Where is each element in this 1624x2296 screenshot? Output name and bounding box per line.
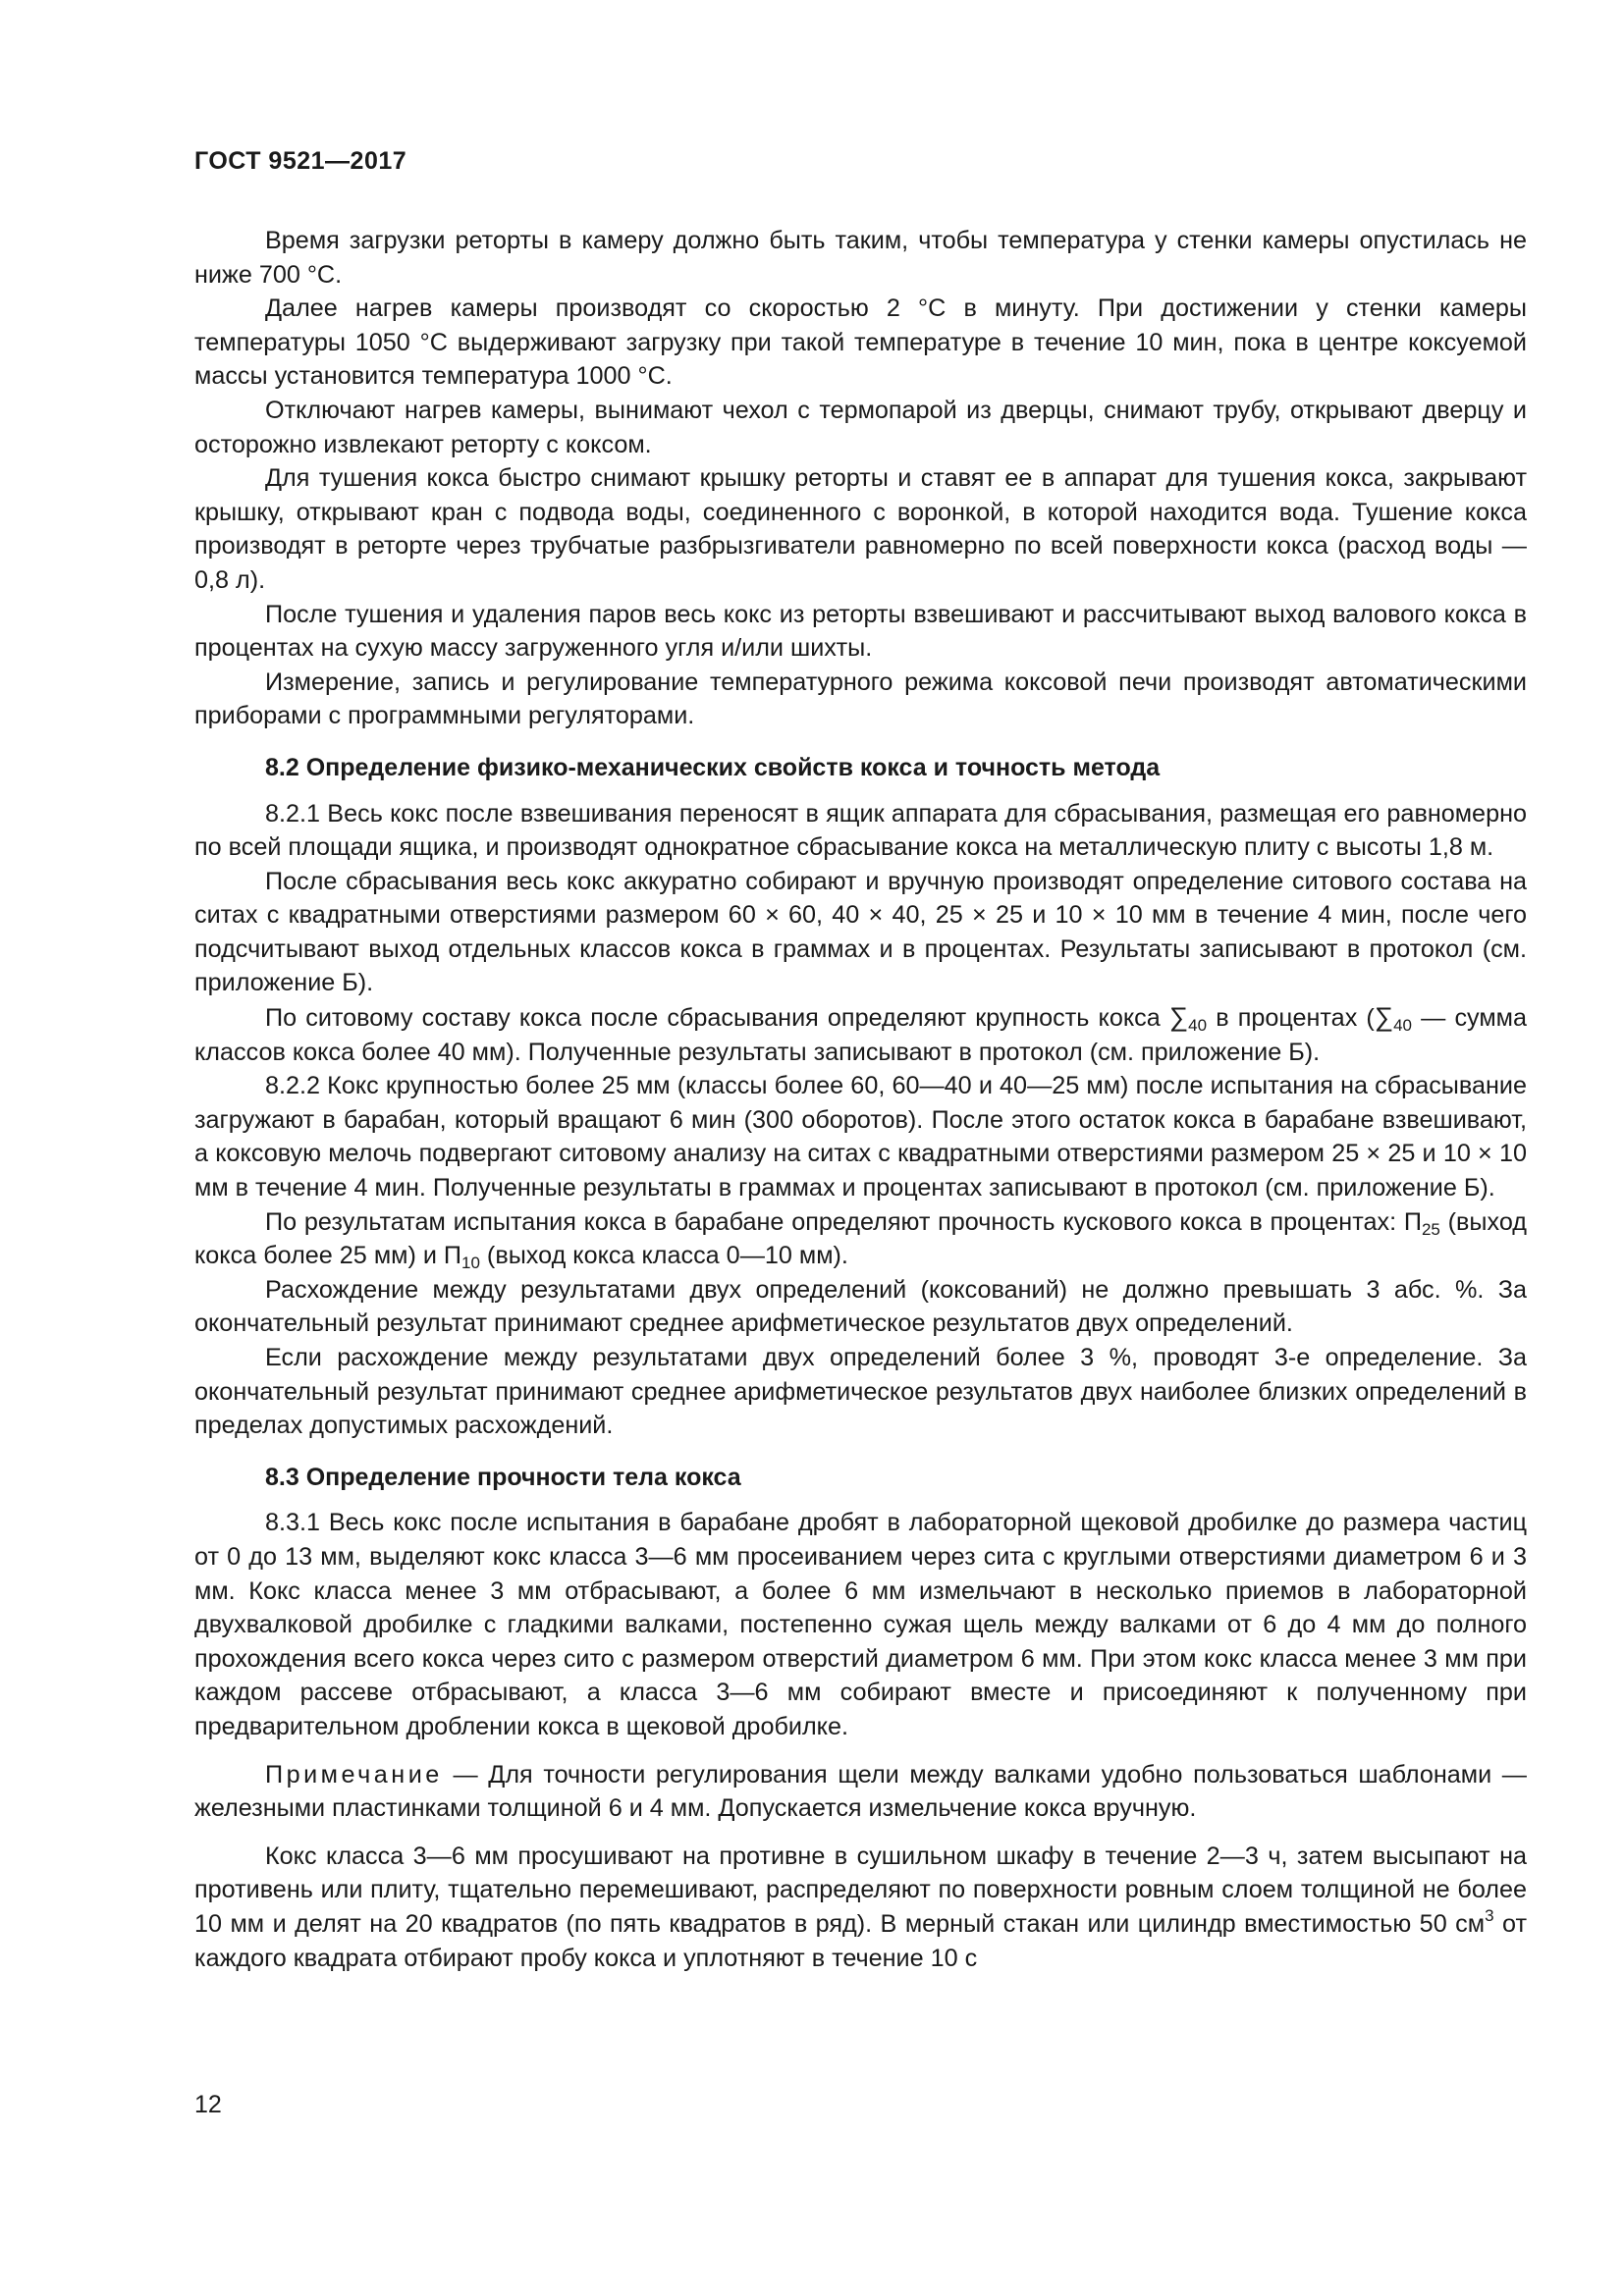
paragraph-8-2-1: 8.2.1 Весь кокс после взвешивания переносят в ящик аппарата для сбрасывания, размещая его равномерно по всей площади ящика, и производят однократное сбрасывание кокса на металлическую плиту с высоты 1,8 м. [194, 799, 1527, 862]
paragraph: Измерение, запись и регулирование температурного режима коксовой печи производят автоматическими приборами с программными регуляторами. [194, 667, 1527, 730]
document-header: ГОСТ 9521—2017 [194, 147, 407, 175]
paragraph: Расхождение между результатами двух определений (коксований) не должно превышать 3 абс. %. За окончательный результат принимают среднее арифметическое результатов двух определений. [194, 1275, 1527, 1338]
note-label: Примечание [265, 1760, 443, 1789]
paragraph: Далее нагрев камеры производят со скоростью 2 °С в минуту. При достижении у стенки камеры температуры 1050 °С выдерживают загрузку при такой температуре в течение 10 мин, пока в центре коксуемой массы установится температура 1000 °С. [194, 294, 1527, 391]
paragraph: После сбрасывания весь кокс аккуратно собирают и вручную производят определение ситового состава на ситах с квадратными отверстиями размером 60 × 60, 40 × 40, 25 × 25 и 10 × 10 мм в течение 4 мин, после чего подсчитывают выход отдельных классов кокса в граммах и в процентах. Результаты записывают в протокол (см. приложение Б). [194, 867, 1527, 997]
page-number: 12 [194, 2091, 222, 2118]
paragraph: Для тушения кокса быстро снимают крышку реторты и ставят ее в аппарат для тушения кокса, закрывают крышку, открывают кран с подвода воды, соединенного с воронкой, в которой находится вода. Тушение кокса производят в реторте через трубчатые разбрызгиватели равномерно по всей поверхности кокса (расход воды — 0,8 л). [194, 464, 1527, 594]
note: Примечание — Для точности регулирования щели между валками удобно пользоваться шаблонами — железными пластинками толщиной 6 и 4 мм. Допускается измельчение кокса вручную. [194, 1760, 1527, 1823]
section-heading-8-3: 8.3 Определение прочности тела кокса [265, 1463, 741, 1491]
paragraph: Кокс класса 3—6 мм просушивают на противне в сушильном шкафу в течение 2—3 ч, затем высыпают на противень или плиту, тщательно перемешивают, распределяют по поверхности ровным слоем толщиной не более 10 мм и делят на 20 квадратов (по пять квадратов в ряд). В мерный стакан или цилиндр вместимостью 50 $см^3$ от каждого квадрата отбирают пробу кокса и уплотняют в течение 10 с [194, 1842, 1527, 1972]
paragraph-sigma: По ситовому составу кокса после сбрасывания определяют крупность кокса $\sum_{40}$ в процентах ($\sum_{40}$ — сумма классов кокса более 40 мм). Полученные результаты записывают в протокол (см. приложение Б). [194, 1002, 1527, 1066]
sigma-symbol: ∑ [1168, 1002, 1189, 1033]
paragraph-8-2-2: 8.2.2 Кокс крупностью более 25 мм (классы более 60, 60—40 и 40—25 мм) после испытания на сбрасывание загружают в барабан, который вращают 6 мин (300 оборотов). После этого остаток кокса в барабане взвешивают, а коксовую мелочь подвергают ситовому анализу на ситах с квадратными отверстиями размером 25 × 25 и 10 × 10 мм в течение 4 мин. Полученные результаты в граммах и процентах записывают в протокол (см. приложение Б). [194, 1072, 1527, 1202]
paragraph-8-3-1: 8.3.1 Весь кокс после испытания в барабане дробят в лабораторной щековой дробилке до размера частиц от 0 до 13 мм, выделяют кокс класса 3—6 мм просеиванием через сита с круглыми отверстиями диаметром 6 и 3 мм. Кокс класса менее 3 мм отбрасывают, а более 6 мм измельчают в несколько приемов в лабораторной двухвалковой дробилке с гладкими валками, постепенно сужая щель между валками от 6 до 4 мм до полного прохождения всего кокса через сито с размером отверстий диаметром 6 мм. При этом кокс класса менее 3 мм при каждом рассеве отбрасывают, а класса 3—6 мм собирают вместе и присоединяют к полученному при предварительном дроблении кокса в щековой дробилке. [194, 1509, 1527, 1740]
sigma-symbol: ∑ [1374, 1002, 1394, 1033]
paragraph: После тушения и удаления паров весь кокс из реторты взвешивают и рассчитывают выход валового кокса в процентах на сухую массу загруженного угля и/или шихты. [194, 600, 1527, 663]
section-heading-8-2: 8.2 Определение физико-механических свойств кокса и точность метода [265, 753, 1161, 781]
page-content [194, 224, 1527, 1975]
paragraph: Отключают нагрев камеры, вынимают чехол с термопарой из дверцы, снимают трубу, открывают дверцу и осторожно извлекают реторту с коксом. [194, 396, 1527, 458]
paragraph-strength: По результатам испытания кокса в барабане определяют прочность кускового кокса в процентах: $П_{25}$ (выход кокса более 25 мм) и $П_{10}$ (выход кокса класса 0—10 мм). [194, 1207, 1527, 1273]
paragraph: Если расхождение между результатами двух определений более 3 %, проводят 3-е определение. За окончательный результат принимают среднее арифметическое результатов двух наиболее близких определений в пределах допустимых расхождений. [194, 1344, 1527, 1440]
paragraph: Время загрузки реторты в камеру должно быть таким, чтобы температура у стенки камеры опустилась не ниже 700 °С. [194, 227, 1527, 289]
